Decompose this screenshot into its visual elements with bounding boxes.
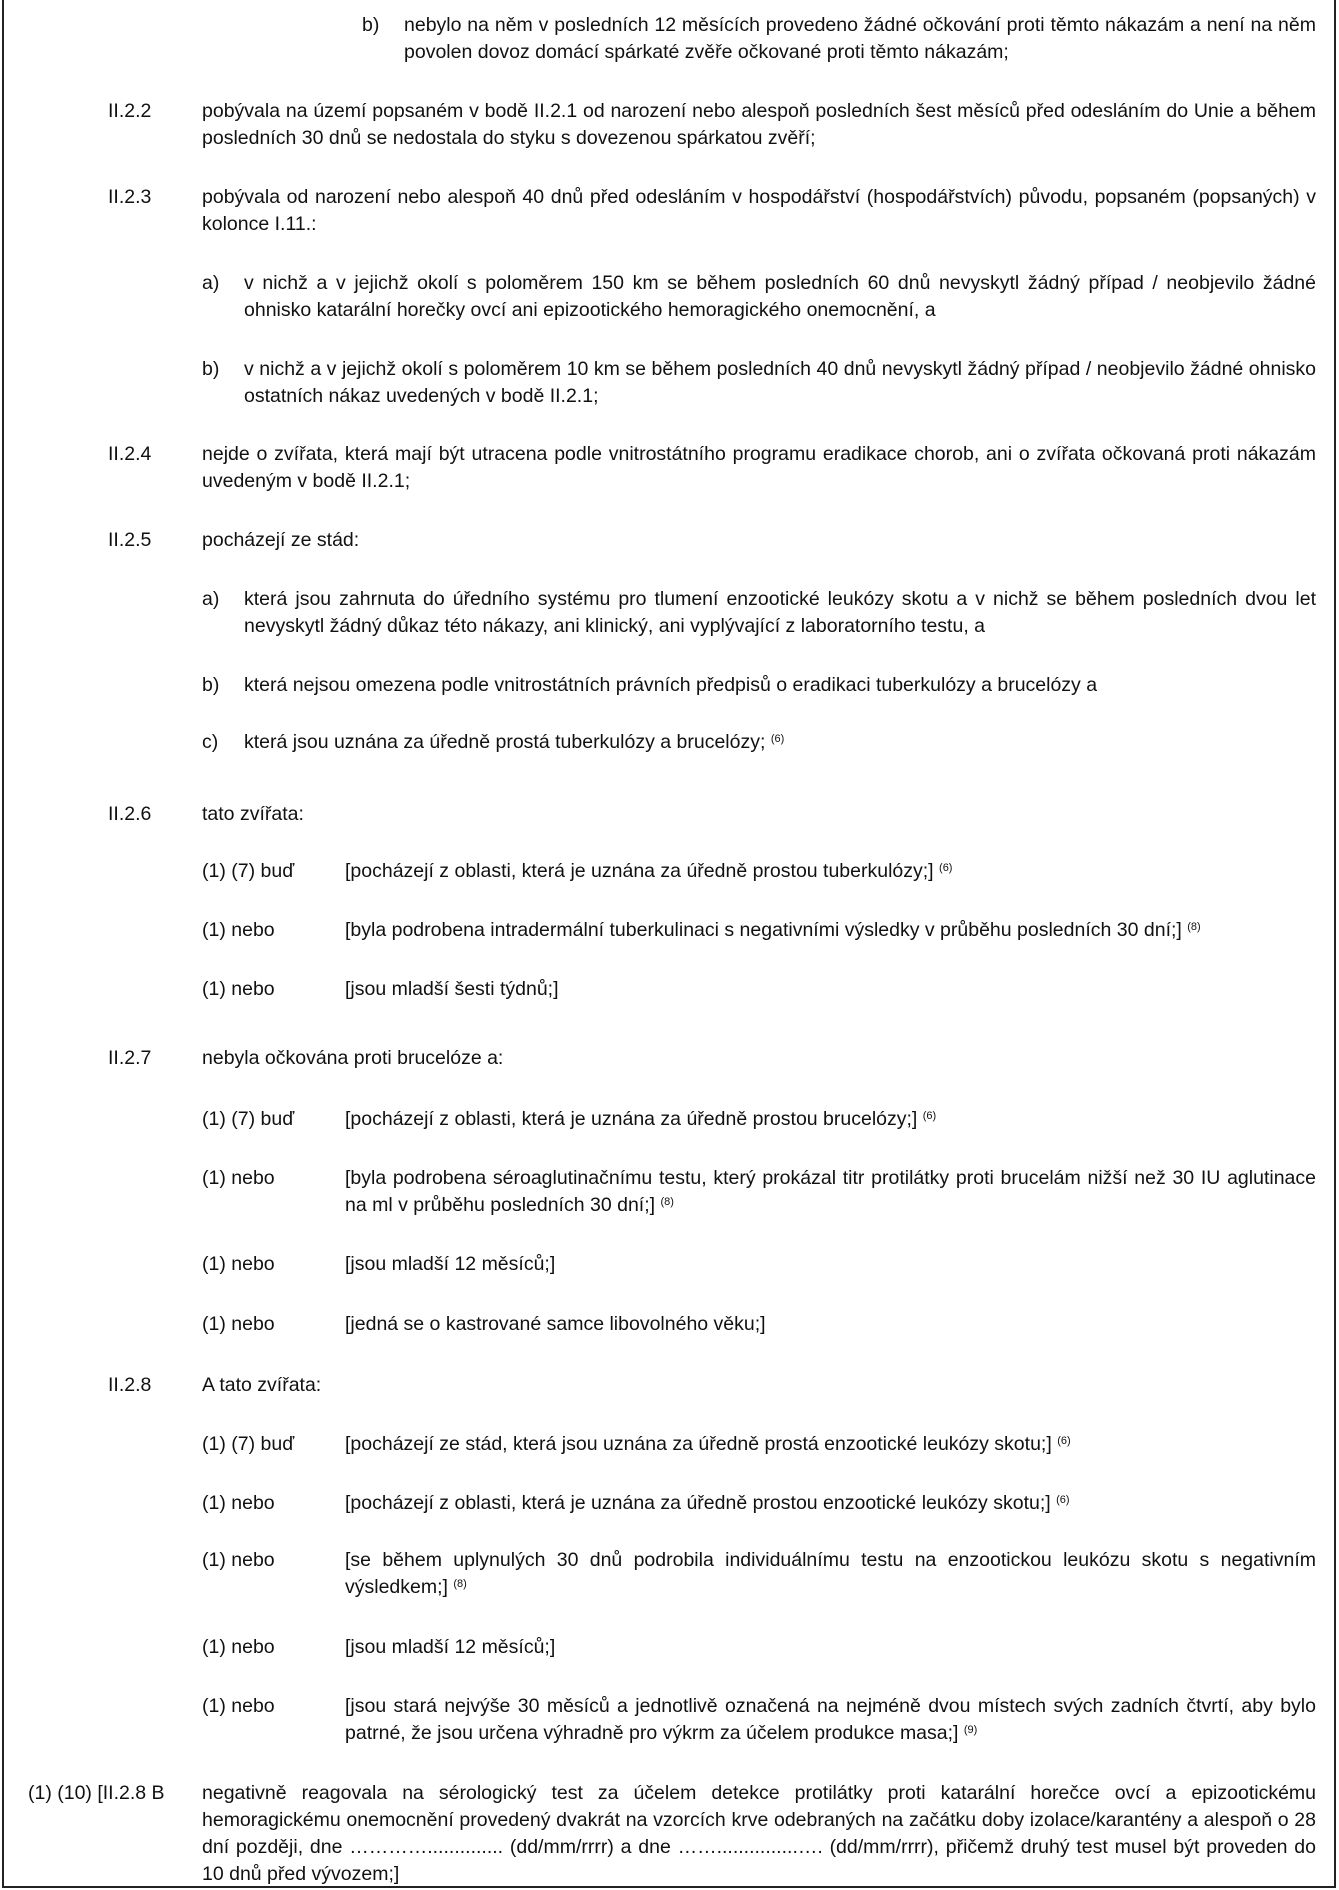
- section-label: II.2.5: [108, 529, 152, 551]
- option-label: (1) nebo: [202, 978, 275, 1000]
- item-text: pobývala na území popsaném v bodě II.2.1 od narození nebo alespoň posledních šest měsíců před odesláním do Unie a během posledních 30 dnů se nedostala do styku s dovezenou spárkatou zvěří;: [202, 100, 1316, 149]
- option-text: [byla podrobena séroaglutinačnímu testu, který prokázal titr protilátky proti brucelám nižší než 30 IU aglutinace na ml v průběhu posledních 30 dní;]: [345, 1167, 1316, 1216]
- item-text: nebyla očkována proti brucelóze a:: [202, 1047, 504, 1069]
- item-label: b): [362, 14, 380, 36]
- option-text: [pocházejí ze stád, která jsou uznána za úředně prostá enzootické leukózy skotu;]: [345, 1433, 1052, 1455]
- footnote-ref: (8): [453, 1578, 467, 1590]
- section-label: (1) (10) [II.2.8 B: [28, 1782, 165, 1804]
- option-label: (1) nebo: [202, 1492, 275, 1514]
- section-label: II.2.6: [108, 803, 152, 825]
- footnote-ref: (6): [1057, 1435, 1071, 1447]
- option-label: (1) (7) buď: [202, 1108, 295, 1130]
- item-text: tato zvířata:: [202, 803, 304, 825]
- item-label: b): [202, 358, 220, 380]
- section-label: II.2.8: [108, 1374, 152, 1396]
- option-label: (1) nebo: [202, 1636, 275, 1658]
- section-label: II.2.4: [108, 443, 152, 465]
- footnote-ref: (8): [1187, 921, 1201, 933]
- option-label: (1) nebo: [202, 1695, 275, 1717]
- option-label: (1) nebo: [202, 919, 275, 941]
- item-text: která jsou uznána za úředně prostá tuberkulózy a brucelózy;: [244, 731, 766, 753]
- item-text: nejde o zvířata, která mají být utracena podle vnitrostátního programu eradikace chorob, ani o zvířata očkovaná proti nákazám uvedeným v bodě II.2.1;: [202, 443, 1316, 492]
- section-label: II.2.7: [108, 1047, 152, 1069]
- item-text: nebylo na něm v posledních 12 měsících provedeno žádné očkování proti těmto nákazám a není na něm povolen dovoz domácí spárkaté zvěře očkované proti těmto nákazám;: [404, 14, 1316, 63]
- option-label: (1) nebo: [202, 1549, 275, 1571]
- item-text: pobývala od narození nebo alespoň 40 dnů před odesláním v hospodářství (hospodářstvích) původu, popsaném (popsaných) v kolonce I.11.:: [202, 186, 1316, 235]
- item-label: a): [202, 272, 220, 294]
- option-label: (1) (7) buď: [202, 1433, 295, 1455]
- option-text: [se během uplynulých 30 dnů podrobila individuálnímu testu na enzootickou leukózu skotu s negativním výsledkem;]: [345, 1549, 1316, 1598]
- item-text: která nejsou omezena podle vnitrostátních právních předpisů o eradikaci tuberkulózy a brucelózy a: [244, 674, 1098, 696]
- option-text: [pocházejí z oblasti, která je uznána za úředně prostou enzootické leukózy skotu;]: [345, 1492, 1051, 1514]
- option-label: (1) nebo: [202, 1167, 275, 1189]
- option-text: [pocházejí z oblasti, která je uznána za úředně prostou brucelózy;]: [345, 1108, 918, 1130]
- item-text: v nichž a v jejichž okolí s poloměrem 10 km se během posledních 40 dnů nevyskytl žádný případ / neobjevilo žádné ohnisko ostatních nákaz uvedených v bodě II.2.1;: [244, 358, 1316, 407]
- item-text: která jsou zahrnuta do úředního systému pro tlumení enzootické leukózy skotu a v nichž se během posledních dvou let nevyskytl žádný důkaz této nákazy, ani klinický, ani vyplývající z laboratorního testu, a: [244, 588, 1316, 637]
- footnote-ref: (9): [963, 1724, 978, 1736]
- item-label: a): [202, 588, 220, 610]
- option-text: [jsou mladší 12 měsíců;]: [345, 1636, 556, 1658]
- section-label: II.2.2: [108, 100, 152, 122]
- item-label: c): [202, 731, 219, 753]
- option-text: [byla podrobena intradermální tuberkulinaci s negativními výsledky v průběhu posledních 30 dní;]: [345, 919, 1182, 941]
- option-text: [jsou mladší 12 měsíců;]: [345, 1253, 556, 1275]
- option-label: (1) (7) buď: [202, 860, 295, 882]
- item-text: pocházejí ze stád:: [202, 529, 360, 551]
- footnote-ref: (6): [922, 1110, 937, 1122]
- footnote-ref: (6): [770, 733, 785, 745]
- option-text: [jsou stará nejvýše 30 měsíců a jednotlivě označená na nejméně dvou místech svých zadních čtvrtí, aby bylo patrné, že jsou určena výhradně pro výkrm za účelem produkce masa;]: [345, 1695, 1316, 1744]
- footnote-ref: (6): [939, 862, 953, 874]
- item-text: negativně reagovala na sérologický test za účelem detekce protilátky proti katarální horečce ovcí a epizootickému hemoragickému onemocnění provedený dvakrát na vzorcích krve odebraných na začátku doby izolace/karantény a alespoň o 28 dní později, dne ………….............. (dd/mm/rrrr) a dne ……...............…. (dd/mm/rrrr), přičemž druhý test musel být proveden do 10 dnů před vývozem;]: [202, 1782, 1316, 1885]
- footnote-ref: (8): [660, 1196, 674, 1208]
- footnote-ref: (6): [1056, 1494, 1070, 1506]
- option-text: [pocházejí z oblasti, která je uznána za úředně prostou tuberkulózy;]: [345, 860, 934, 882]
- option-text: [jsou mladší šesti týdnů;]: [345, 978, 559, 1000]
- section-label: II.2.3: [108, 186, 152, 208]
- item-label: b): [202, 674, 220, 696]
- option-label: (1) nebo: [202, 1253, 275, 1275]
- option-label: (1) nebo: [202, 1313, 275, 1335]
- option-text: [jedná se o kastrované samce libovolného věku;]: [345, 1313, 766, 1335]
- item-text: v nichž a v jejichž okolí s poloměrem 150 km se během posledních 60 dnů nevyskytl žádný případ / neobjevilo žádné ohnisko katarální horečky ovcí ani epizootického hemoragického onemocnění, a: [244, 272, 1316, 321]
- item-text: A tato zvířata:: [202, 1374, 322, 1396]
